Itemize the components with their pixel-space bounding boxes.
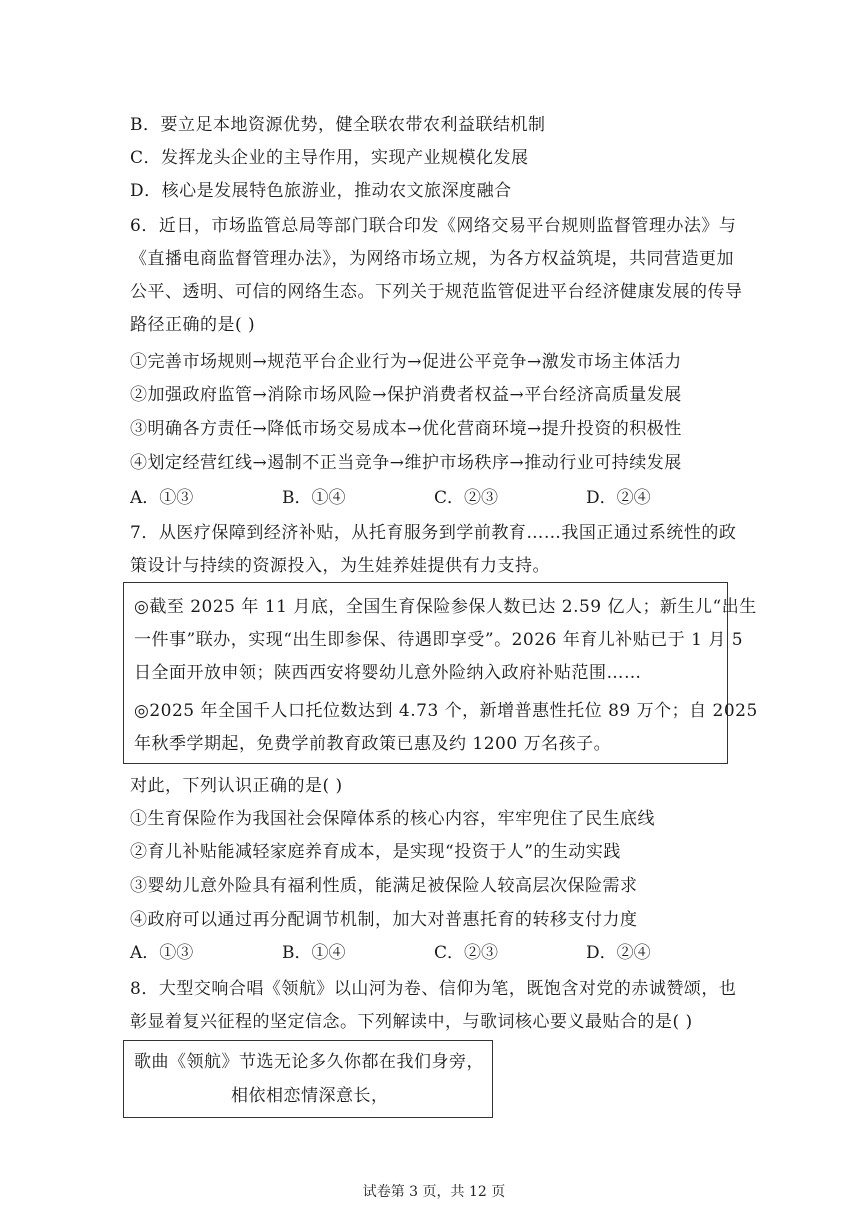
q7-item: ③婴幼儿意外险具有福利性质，能满足被保险人较高层次保险需求 xyxy=(130,876,638,896)
q7-choice-a[interactable]: A．①③ xyxy=(130,943,194,963)
page-footer: 试卷第 3 页，共 12 页 xyxy=(362,1184,506,1200)
q7-prompt: 对此，下列认识正确的是( ) xyxy=(130,776,343,796)
q8-lyrics-line: 歌曲《领航》节选无论多久你都在我们身旁， xyxy=(134,1052,484,1072)
q7-stem-line: 策设计与持续的资源投入，为生娃养娃提供有力支持。 xyxy=(130,556,550,576)
q8-lyrics-line: 相依相恋情深意长， xyxy=(231,1086,389,1106)
q7-choice-c[interactable]: C．②③ xyxy=(434,943,499,963)
q7-choice-b[interactable]: B．①④ xyxy=(282,943,346,963)
q7-material-box xyxy=(123,582,758,764)
q6-item: ①完善市场规则→规范平台企业行为→促进公平竞争→激发市场主体活力 xyxy=(130,352,682,372)
q8-stem-line: 8．大型交响合唱《领航》以山河为卷、信仰为笔，既饱含对党的赤诚赞颂，也 xyxy=(130,979,737,999)
q8-lyrics-box xyxy=(123,1040,493,1118)
q7-item: ①生育保险作为我国社会保障体系的核心内容，牢牢兜住了民生底线 xyxy=(130,809,655,829)
q6-choices xyxy=(130,487,750,509)
q7-stem-line: 7．从医疗保障到经济补贴，从托育服务到学前教育……我国正通过系统性的政 xyxy=(130,523,737,543)
q5-option-b: B．要立足本地资源优势，健全联农带农利益联结机制 xyxy=(130,115,546,135)
q8-stem-line: 彰显着复兴征程的坚定信念。下列解读中，与歌词核心要义最贴合的是( ) xyxy=(130,1012,693,1032)
q7-material-line: 年秋季学期起，免费学前教育政策已惠及约 1200 万名孩子。 xyxy=(134,734,612,754)
q6-item: ③明确各方责任→降低市场交易成本→优化营商环境→提升投资的积极性 xyxy=(130,419,682,439)
q6-stem-line: 6．近日，市场监管总局等部门联合印发《网络交易平台规则监督管理办法》与 xyxy=(130,216,737,236)
q6-item: ②加强政府监管→消除市场风险→保护消费者权益→平台经济高质量发展 xyxy=(130,385,682,405)
q6-stem-line: 公平、透明、可信的网络生态。下列关于规范监管促进平台经济健康发展的传导 xyxy=(130,282,743,302)
q6-choice-d[interactable]: D．②④ xyxy=(586,488,651,508)
q6-stem-line: 《直播电商监督管理办法》，为网络市场立规，为各方权益筑堤，共同营造更加 xyxy=(130,249,734,269)
q7-item: ②育儿补贴能减轻家庭养育成本，是实现“投资于人”的生动实践 xyxy=(130,842,621,862)
q7-material-line: 日全面开放申领；陕西西安将婴幼儿意外险纳入政府补贴范围…… xyxy=(134,663,642,683)
q7-item: ④政府可以通过再分配调节机制，加大对普惠托育的转移支付力度 xyxy=(130,910,638,930)
q6-choice-b[interactable]: B．①④ xyxy=(282,488,346,508)
q6-choice-a[interactable]: A．①③ xyxy=(130,488,194,508)
q7-choice-d[interactable]: D．②④ xyxy=(586,943,651,963)
q7-material-line: ◎2025 年全国千人口托位数达到 4.73 个，新增普惠性托位 89 万个；自 2025 xyxy=(134,701,758,721)
q5-option-d: D．核心是发展特色旅游业，推动农文旅深度融合 xyxy=(130,181,512,201)
q7-material-line: 一件事”联办，实现“出生即参保、待遇即享受”。2026 年育儿补贴已于 1 月 5 xyxy=(134,630,744,650)
q5-option-c: C．发挥龙头企业的主导作用，实现产业规模化发展 xyxy=(130,148,529,168)
q7-choices xyxy=(130,942,750,964)
q6-choice-c[interactable]: C．②③ xyxy=(434,488,499,508)
q6-stem-line: 路径正确的是( ) xyxy=(130,315,256,335)
q7-material-line: ◎截至 2025 年 11 月底，全国生育保险参保人数已达 2.59 亿人；新生儿“出生 xyxy=(134,597,757,617)
q6-item: ④划定经营红线→遏制不正当竞争→维护市场秩序→推动行业可持续发展 xyxy=(130,453,682,473)
